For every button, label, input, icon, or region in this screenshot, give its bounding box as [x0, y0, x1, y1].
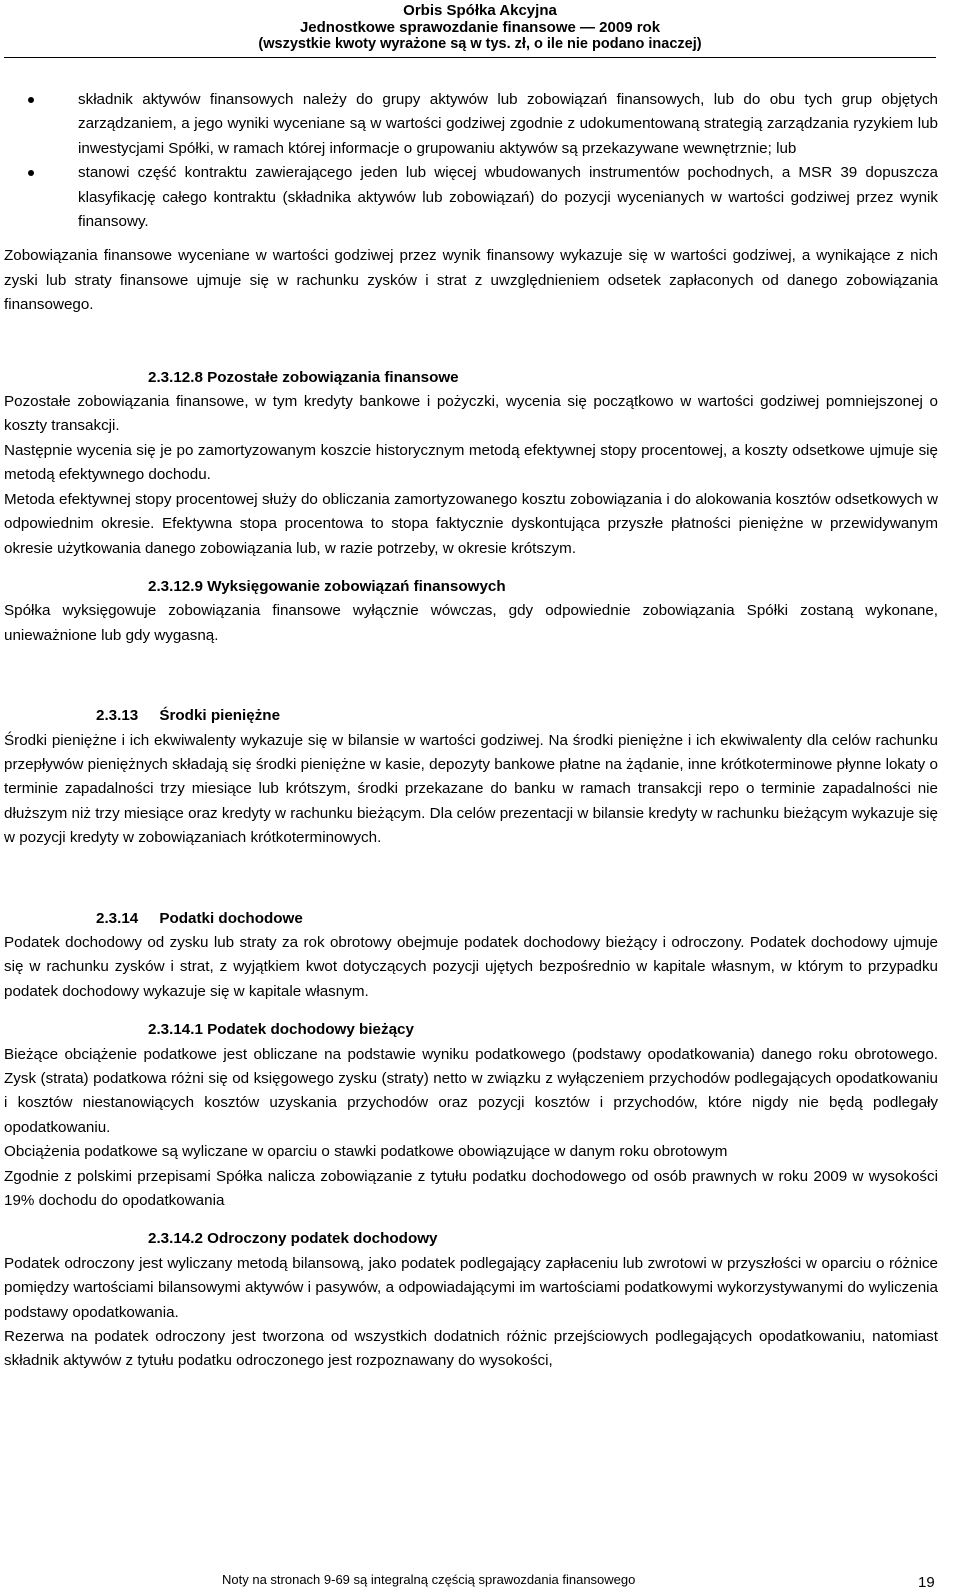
paragraph: Zgodnie z polskimi przepisami Spółka nalicza zobowiązanie z tytułu podatku dochodowego od osób prawnych w roku 2009 w wysokości 19% dochodu do opodatkowania	[4, 1167, 938, 1210]
section-title: Wyksięgowanie zobowiązań finansowych	[207, 577, 506, 595]
section-title: Podatki dochodowe	[159, 909, 303, 927]
section-number: 2.3.12.8	[148, 368, 203, 386]
header-divider	[4, 57, 936, 58]
section-title: Podatek dochodowy bieżący	[207, 1021, 414, 1039]
paragraph: Środki pieniężne i ich ekwiwalenty wykazuje się w bilansie w wartości godziwej. Na środki pieniężne i ich ekwiwalenty dla celów rachunku przepływów pieniężnych składają się środki pieniężne w kasie, depozyty bankowe płatne na żądanie, inne krótkoterminowe płynne lokaty o terminie zapadalności trzy miesiące lub krótszym, środki przekazane do banku w ramach transakcji repo o terminie zapadalności nie dłuższym niż trzy miesiące oraz kredyty w rachunku bieżącym. Dla celów prezentacji w bilansie kredyty w rachunku bieżącym wykazuje się w pozycji kredyty w zobowiązaniach krótkoterminowych.	[4, 731, 938, 847]
section-heading	[4, 575, 938, 599]
section-heading	[4, 366, 938, 390]
paragraph: Podatek dochodowy od zysku lub straty za rok obrotowy obejmuje podatek dochodowy bieżący i odroczony. Podatek dochodowy ujmuje się w rachunku zysków i strat, z wyjątkiem kwot dotyczących pozycji ujętych bezpośrednio w kapitale własnym, w którym to przypadku podatek dochodowy wykazuje się w kapitale własnym.	[4, 933, 938, 1000]
paragraph: Zobowiązania finansowe wyceniane w wartości godziwej przez wynik finansowy wykazuje się w wartości godziwej, a wynikające z nich zyski lub straty finansowe ujmuje się w rachunku zysków i strat z uwzględnieniem odsetek zapłaconych od danego zobowiązania finansowego.	[4, 247, 938, 314]
section-number: 2.3.14.1	[148, 1021, 203, 1039]
paragraph: Metoda efektywnej stopy procentowej służy do obliczania zamortyzowanego kosztu zobowiązania i do alokowania kosztów odsetkowych w odpowiednim okresie. Efektywna stopa procentowa to stopa faktycznie dyskontująca przyszłe płatności pieniężne w przewidywanym okresie użytkowania danego zobowiązania lub, w razie potrzeby, w okresie krótszym.	[4, 490, 938, 557]
paragraph: Pozostałe zobowiązania finansowe, w tym kredyty bankowe i pożyczki, wycenia się początkowo w wartości godziwej pomniejszonej o koszty transakcji.	[4, 393, 938, 435]
section-heading	[4, 1018, 938, 1042]
section-title: Środki pieniężne	[159, 707, 281, 725]
amounts-note: (wszystkie kwoty wyrażone są w tys. zł, o ile nie podano inaczej)	[258, 36, 702, 52]
section-number: 2.3.12.9	[148, 577, 203, 595]
section-title: Pozostałe zobowiązania finansowe	[207, 368, 459, 386]
section-heading	[4, 907, 938, 931]
paragraph: Podatek odroczony jest wyliczany metodą bilansową, jako podatek podlegający zapłaceniu lub zwrotowi w przyszłości w oparciu o różnice pomiędzy wartościami bilansowymi aktywów i pasywów, a odpowiadającymi im wartościami podatkowymi wykorzystywanymi do wyliczenia podstawy opodatkowania.	[4, 1254, 938, 1321]
section-heading	[4, 704, 938, 728]
paragraph: Spółka wyksięgowuje zobowiązania finansowe wyłącznie wówczas, gdy odpowiednie zobowiązania Spółki zostaną wykonane, unieważnione lub gdy wygasną.	[4, 602, 938, 644]
footer-note: Noty na stronach 9-69 są integralną częścią sprawozdania finansowego	[222, 1572, 636, 1587]
section-number: 2.3.13	[96, 707, 139, 725]
paragraph: Obciążenia podatkowe są wyliczane w oparciu o stawki podatkowe obowiązujące w danym roku obrotowym	[4, 1143, 728, 1161]
section-number: 2.3.14	[96, 909, 139, 927]
paragraph: Następnie wycenia się je po zamortyzowanym koszcie historycznym metodą efektywnej stopy procentowej, a koszty odsetkowe ujmuje się metodą efektywnego dochodu.	[4, 441, 938, 484]
section-title: Odroczony podatek dochodowy	[207, 1230, 438, 1248]
document-body	[4, 88, 938, 1374]
page-header	[0, 2, 960, 53]
section-heading	[4, 1227, 938, 1251]
company-name: Orbis Spółka Akcyjna	[403, 2, 557, 19]
page-number: 19	[918, 1574, 935, 1591]
bullet-item: składnik aktywów finansowych należy do grupy aktywów lub zobowiązań finansowych, lub do obu tych grup objętych zarządzaniem, a jego wyniki wyceniane są w wartości godziwej zgodnie z udokumentowaną strategią zarządzania ryzykiem lub inwestycjami Spółki, w ramach której informacje o grupowaniu aktywów są przekazywane wewnętrznie; lub	[4, 88, 938, 161]
section-number: 2.3.14.2	[148, 1230, 203, 1248]
bullet-list	[4, 88, 938, 234]
paragraph: Bieżące obciążenie podatkowe jest obliczane na podstawie wyniku podatkowego (podstawy opodatkowania) danego roku obrotowego. Zysk (strata) podatkowa różni się od księgowego zysku (straty) netto w związku z wyłączeniem przychodów podlegających opodatkowaniu i kosztów niestanowiących kosztów uzyskania przychodów oraz pozycji kosztów i przychodów, które nigdy nie będą podlegały opodatkowaniu.	[4, 1045, 938, 1136]
bullet-item: stanowi część kontraktu zawierającego jeden lub więcej wbudowanych instrumentów pochodnych, a MSR 39 dopuszcza klasyfikację całego kontraktu (składnika aktywów lub zobowiązań) do pozycji wycenianych w wartości godziwej przez wynik finansowy.	[4, 161, 938, 234]
paragraph: Rezerwa na podatek odroczony jest tworzona od wszystkich dodatnich różnic przejściowych podlegających opodatkowaniu, natomiast składnik aktywów z tytułu podatku odroczonego jest rozpoznawany do wysokości,	[4, 1328, 938, 1370]
report-title: Jednostkowe sprawozdanie finansowe — 2009 rok	[299, 19, 661, 36]
